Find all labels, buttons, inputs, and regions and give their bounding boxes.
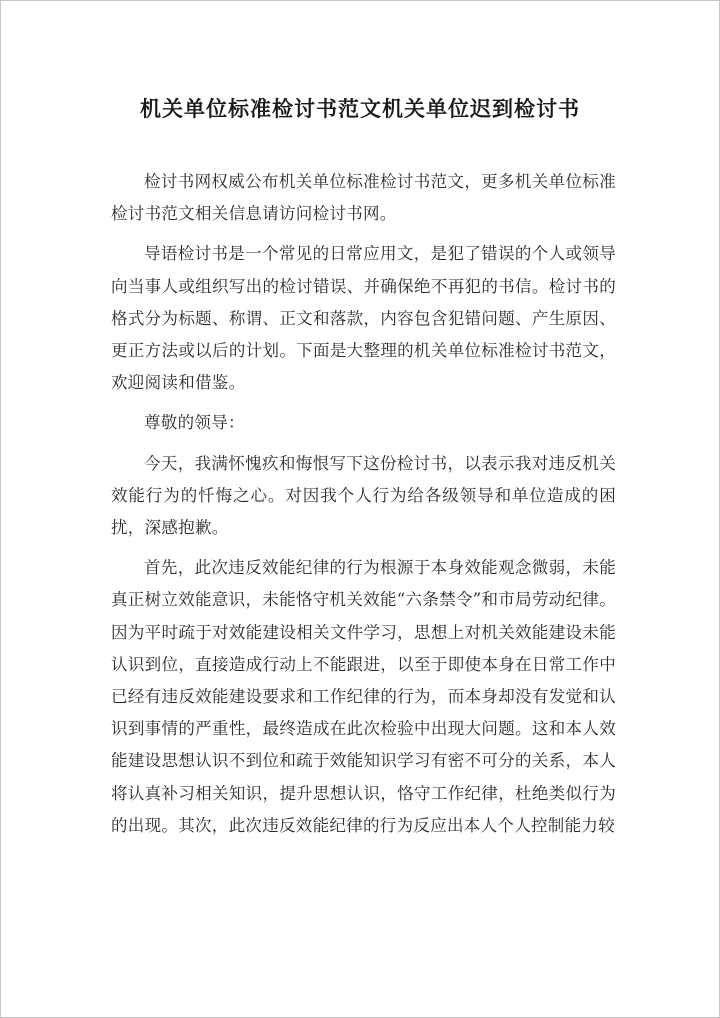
paragraph-guide: 导语检讨书是一个常见的日常应用文，是犯了错误的个人或领导向当事人或组织写出的检讨错误、并确保绝不再犯的书信。检讨书的格式分为标题、称谓、正文和落款，内容包含犯错问题、产生原因、更正方法或以后的计划。下面是大整理的机关单位标准检讨书范文，欢迎阅读和借鉴。 — [111, 244, 616, 393]
paragraph-reasons: 首先，此次违反效能纪律的行为根源于本身效能观念微弱，未能真正树立效能意识，未能恪守机关效能“六条禁令”和市局劳动纪律。因为平时疏于对效能建设相关文件学习，思想上对机关效能建设未能认识到位，直接造成行动上不能跟进，以至于即使本身在日常工作中已经有违反效能建设要求和工作纪律的行为，而本身却没有发觉和认识到事情的严重性，最终造成在此次检验中出现大问题。这和本人效能建设思想认识不到位和疏于效能知识学习有密不可分的关系，本人将认真补习相关知识，提升思想认识，恪守工作纪律，杜绝类似行为的出现。其次，此次违反效能纪律的行为反应出本人个人控制能力较 — [111, 558, 616, 835]
paragraph-salutation: 尊敬的领导： — [144, 413, 245, 433]
paragraph-intro: 检讨书网权威公布机关单位标准检讨书范文，更多机关单位标准检讨书范文相关信息请访问检讨书网。 — [111, 172, 616, 224]
paragraph-apology: 今天，我满怀愧疚和悔恨写下这份检讨书，以表示我对违反机关效能行为的忏悔之心。对因我个人行为给各级领导和单位造成的困扰，深感抱歉。 — [111, 453, 616, 538]
document-body — [111, 166, 616, 850]
document-title: 机关单位标准检讨书范文机关单位迟到检讨书 — [140, 96, 580, 121]
